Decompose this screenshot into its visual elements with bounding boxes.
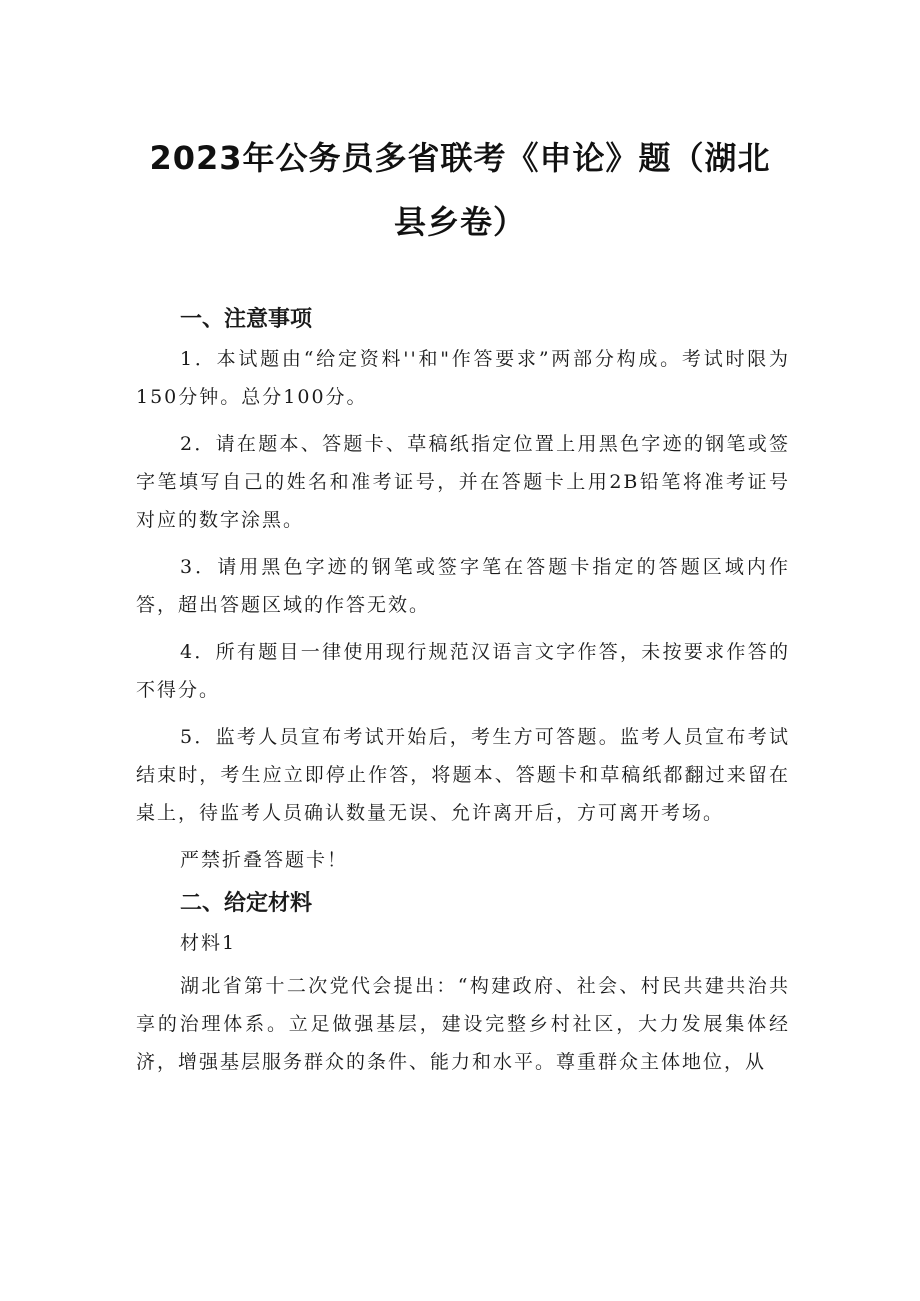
notice-item-3: 3．请用黑色字迹的钢笔或签字笔在答题卡指定的答题区域内作答，超出答题区域的作答无效。 <box>136 556 790 616</box>
notice-item-5: 5．监考人员宣布考试开始后，考生方可答题。监考人员宣布考试结束时，考生应立即停止作答，将题本、答题卡和草稿纸都翻过来留在桌上，待监考人员确认数量无误、允许离开后，方可离开考场。 <box>136 726 790 824</box>
document-title-line-2: 县乡卷） <box>393 203 526 241</box>
notice-item-1: 1．本试题由“给定资料''和"作答要求”两部分构成。考试时限为150分钟。总分100分。 <box>136 348 790 408</box>
section-heading-notes: 一、注意事项 <box>180 307 313 332</box>
section-heading-materials: 二、给定材料 <box>180 891 313 916</box>
material-label: 材料1 <box>180 932 237 954</box>
notice-item-2: 2．请在题本、答题卡、草稿纸指定位置上用黑色字迹的钢笔或签字笔填写自己的姓名和准考证号，并在答题卡上用2B铅笔将准考证号对应的数字涂黑。 <box>136 433 790 531</box>
material-paragraph: 湖北省第十二次党代会提出：“构建政府、社会、村民共建共治共享的治理体系。立足做强基层，建设完整乡村社区，大力发展集体经济，增强基层服务群众的条件、能力和水平。尊重群众主体地位，从 <box>136 975 790 1073</box>
document-body <box>136 300 790 1090</box>
document-title-line-1: 2023年公务员多省联考《申论》题（湖北 <box>149 139 771 177</box>
notice-item-4: 4．所有题目一律使用现行规范汉语言文字作答，未按要求作答的不得分。 <box>136 641 790 701</box>
warning-text: 严禁折叠答题卡！ <box>180 849 349 871</box>
